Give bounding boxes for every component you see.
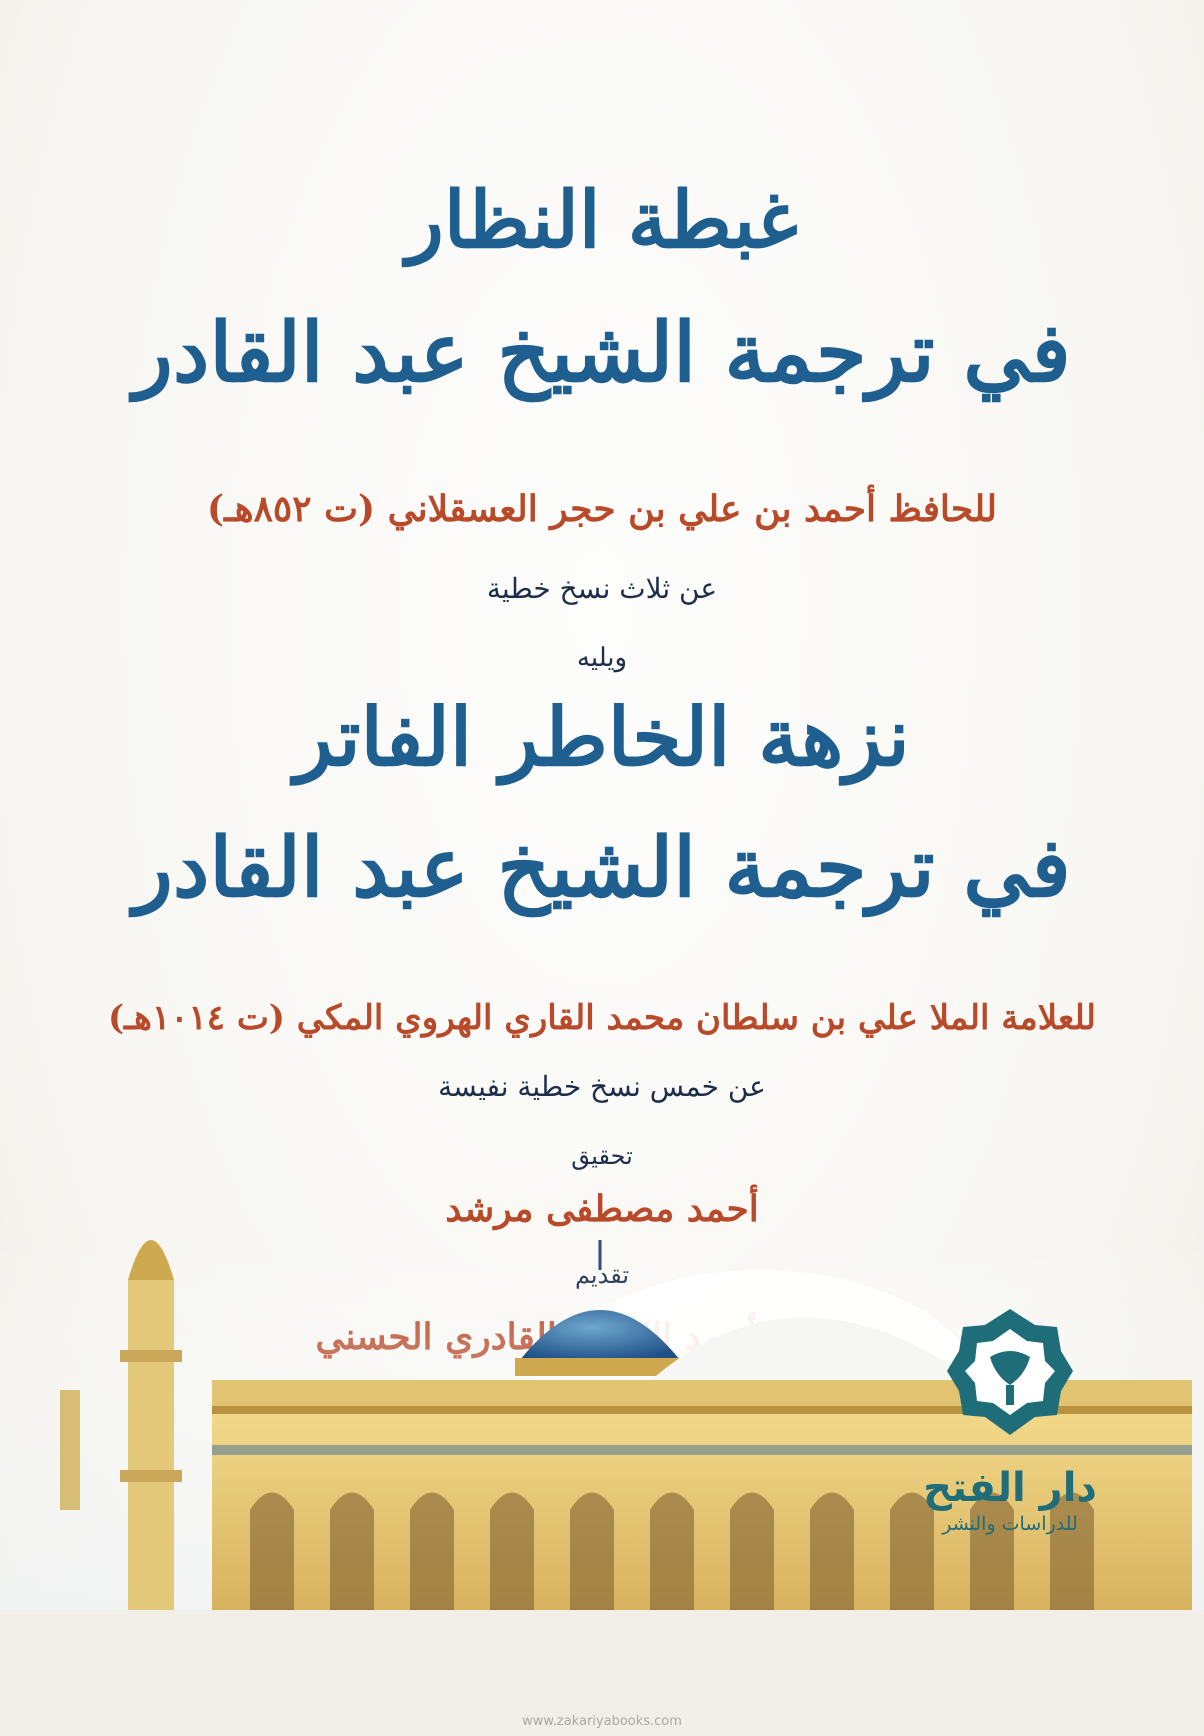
book1-title-line2: في ترجمة الشيخ عبد القادر — [133, 305, 1071, 401]
book2-title-line2: في ترجمة الشيخ عبد القادر — [133, 820, 1071, 916]
editing-label: تحقيق — [571, 1142, 633, 1170]
book2-author: للعلامة الملا علي بن سلطان محمد القاري الهروي المكي (ت ١٠١٤هـ) — [107, 998, 1097, 1038]
book1-title-line1: غبطة النظار — [406, 175, 798, 266]
book1-author: للحافظ أحمد بن علي بن حجر العسقلاني (ت ٨٥٢هـ) — [207, 488, 997, 530]
watermark: www.zakariyabooks.com — [522, 1714, 682, 1729]
book2-manuscripts: عن خمس نسخ خطية نفيسة — [438, 1070, 766, 1103]
publisher-subtitle: للدراسات والنشر — [942, 1513, 1078, 1535]
book2-title-line1: نزهة الخاطر الفاتر — [294, 690, 910, 784]
editor-name: أحمد مصطفى مرشد — [445, 1188, 759, 1230]
publisher-name: دار الفتح — [923, 1465, 1097, 1511]
publisher-logo-icon — [945, 1305, 1075, 1455]
book1-manuscripts: عن ثلاث نسخ خطية — [486, 572, 718, 605]
publisher — [900, 1305, 1120, 1535]
followed-by: ويليه — [576, 643, 628, 673]
